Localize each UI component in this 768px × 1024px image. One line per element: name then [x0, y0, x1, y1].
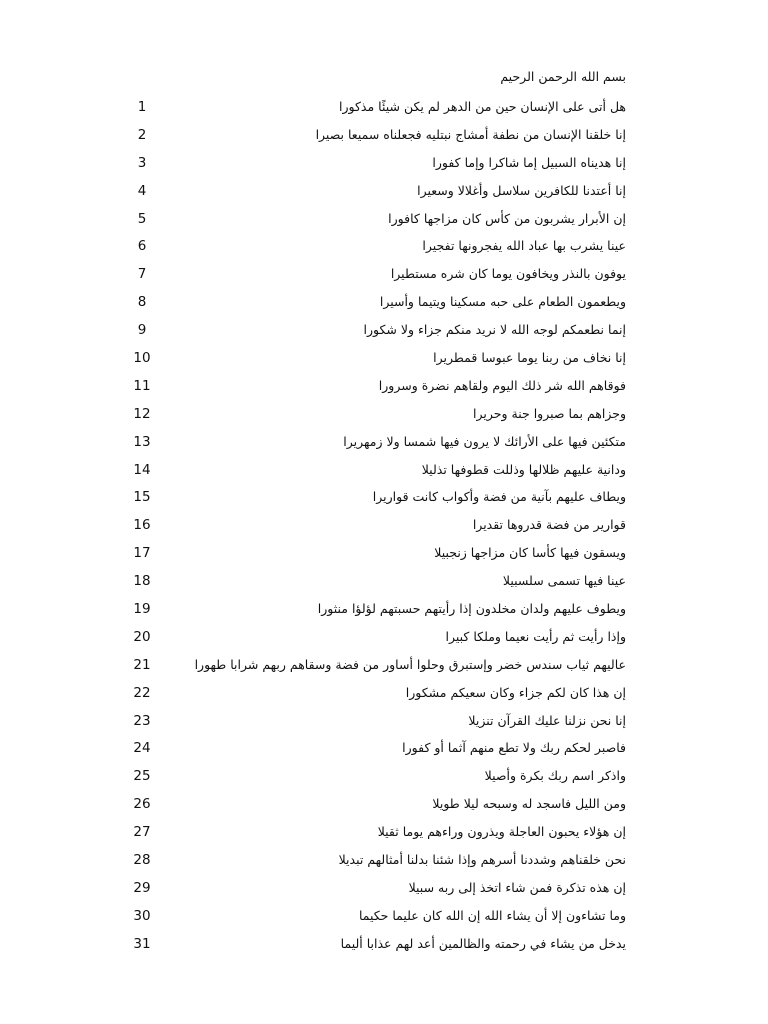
verse-number: 16: [133, 517, 151, 534]
verse-number: 31: [133, 935, 151, 952]
verse-row: [0, 429, 768, 457]
verse-row: [0, 847, 768, 875]
verse-text: وجزاهم بما صبروا جنة وحريرا: [473, 405, 626, 421]
verse-text: واذكر اسم ربك بكرة وأصيلا: [484, 768, 626, 784]
verse-number: 10: [133, 350, 151, 367]
verse-row: [0, 233, 768, 261]
verse-text: إن هذه تذكرة فمن شاء اتخذ إلى ربه سبيلا: [408, 879, 626, 895]
verse-row: [0, 289, 768, 317]
verse-row: [0, 457, 768, 485]
verse-row: [0, 624, 768, 652]
verse-text: فاصبر لحكم ربك ولا تطع منهم آثما أو كفورا: [402, 740, 626, 756]
verse-row: [0, 735, 768, 763]
verse-number: 23: [133, 712, 151, 729]
verse-number: 15: [133, 489, 151, 506]
verse-row: [0, 652, 768, 680]
verse-number: 22: [133, 684, 151, 701]
verse-text: ومن الليل فاسجد له وسبحه ليلا طويلا: [432, 796, 626, 812]
verse-row: [0, 401, 768, 429]
verse-row: [0, 512, 768, 540]
verse-number: 20: [133, 628, 151, 645]
verse-text: إنا نخاف من ربنا يوما عبوسا قمطريرا: [433, 350, 626, 366]
verse-text: عينا فيها تسمى سلسبيلا: [502, 573, 626, 589]
verse-number: 18: [133, 573, 151, 590]
verse-number: 30: [133, 907, 151, 924]
verse-number: 4: [137, 182, 147, 199]
verse-row: [0, 94, 768, 122]
verse-number: 24: [133, 740, 151, 757]
verse-text: إنا خلقنا الإنسان من نطفة أمشاج نبتليه فجعلناه سميعا بصيرا: [315, 126, 626, 142]
verse-number: 29: [133, 879, 151, 896]
verse-text: ويطاف عليهم بآنية من فضة وأكواب كانت قواريرا: [372, 489, 626, 505]
verse-row: [0, 150, 768, 178]
verse-row: [0, 122, 768, 150]
verse-number: 13: [133, 433, 151, 450]
verse-row: [0, 206, 768, 234]
verse-number: 11: [133, 377, 151, 394]
verse-number: 8: [137, 294, 147, 311]
verse-row: [0, 317, 768, 345]
verse-text: عينا يشرب بها عباد الله يفجرونها تفجيرا: [422, 238, 626, 254]
verse-row: [0, 484, 768, 512]
verse-number: 2: [137, 126, 147, 143]
verse-number: 17: [133, 545, 151, 562]
verse-text: فوقاهم الله شر ذلك اليوم ولقاهم نضرة وسرورا: [378, 377, 626, 393]
verse-text: إنا هديناه السبيل إما شاكرا وإما كفورا: [432, 154, 626, 170]
verse-row: [0, 373, 768, 401]
verse-list: [0, 94, 768, 959]
verse-number: 21: [133, 656, 151, 673]
verse-text: إن هؤلاء يحبون العاجلة ويذرون وراءهم يوما ثقيلا: [377, 824, 626, 840]
verse-row: [0, 596, 768, 624]
verse-text: إن هذا كان لكم جزاء وكان سعيكم مشكورا: [405, 684, 626, 700]
verse-text: إنما نطعمكم لوجه الله لا نريد منكم جزاء ولا شكورا: [363, 322, 626, 338]
verse-row: [0, 178, 768, 206]
verse-text: ويسقون فيها كأسا كان مزاجها زنجبيلا: [434, 545, 626, 561]
verse-number: 3: [137, 154, 147, 171]
verse-text: يدخل من يشاء في رحمته والظالمين أعد لهم عذابا أليما: [340, 935, 626, 951]
verse-text: عاليهم ثياب سندس خضر وإستبرق وحلوا أساور من فضة وسقاهم ربهم شرابا طهورا: [194, 656, 626, 672]
verse-row: [0, 708, 768, 736]
verse-row: [0, 261, 768, 289]
verse-number: 1: [137, 99, 147, 115]
verse-row: [0, 791, 768, 819]
verse-number: 28: [133, 852, 151, 869]
verse-number: 25: [133, 768, 151, 785]
verse-row: [0, 875, 768, 903]
verse-row: [0, 931, 768, 959]
verse-number: 27: [133, 824, 151, 841]
verse-text: إنا أعتدنا للكافرين سلاسل وأغلالا وسعيرا: [417, 182, 626, 198]
verse-row: [0, 903, 768, 931]
verse-number: 6: [137, 238, 147, 255]
verse-row: [0, 680, 768, 708]
verse-text: قوارير من فضة قدروها تقديرا: [472, 517, 626, 533]
verse-text: متكئين فيها على الأرائك لا يرون فيها شمسا ولا زمهريرا: [343, 433, 626, 449]
verse-number: 9: [137, 322, 147, 339]
verse-text: إن الأبرار يشربون من كأس كان مزاجها كافورا: [388, 210, 626, 226]
verse-number: 19: [133, 601, 151, 618]
verse-row: [0, 345, 768, 373]
verse-text: ويطعمون الطعام على حبه مسكينا ويتيما وأسيرا: [379, 294, 626, 310]
verse-text: وإذا رأيت ثم رأيت نعيما وملكا كبيرا: [445, 628, 626, 644]
verse-row: [0, 763, 768, 791]
verse-row: [0, 819, 768, 847]
verse-text: ويطوف عليهم ولدان مخلدون إذا رأيتهم حسبتهم لؤلؤا منثورا: [317, 601, 626, 617]
verse-number: 14: [133, 461, 151, 478]
basmala-heading: بسم الله الرحمن الرحيم: [500, 69, 626, 84]
verse-number: 7: [137, 266, 147, 283]
verse-text: نحن خلقناهم وشددنا أسرهم وإذا شئنا بدلنا أمثالهم تبديلا: [338, 852, 626, 868]
verse-text: هل أتى على الإنسان حين من الدهر لم يكن شيئًا مذكورا: [339, 99, 626, 114]
verse-text: يوفون بالنذر ويخافون يوما كان شره مستطيرا: [390, 266, 626, 282]
verse-row: [0, 540, 768, 568]
verse-text: إنا نحن نزلنا عليك القرآن تنزيلا: [468, 712, 626, 728]
verse-number: 12: [133, 405, 151, 422]
verse-row: [0, 568, 768, 596]
verse-text: ودانية عليهم ظلالها وذللت قطوفها تذليلا: [421, 461, 626, 477]
verse-number: 5: [137, 210, 147, 227]
verse-text: وما تشاءون إلا أن يشاء الله إن الله كان عليما حكيما: [358, 907, 626, 923]
verse-number: 26: [133, 796, 151, 813]
